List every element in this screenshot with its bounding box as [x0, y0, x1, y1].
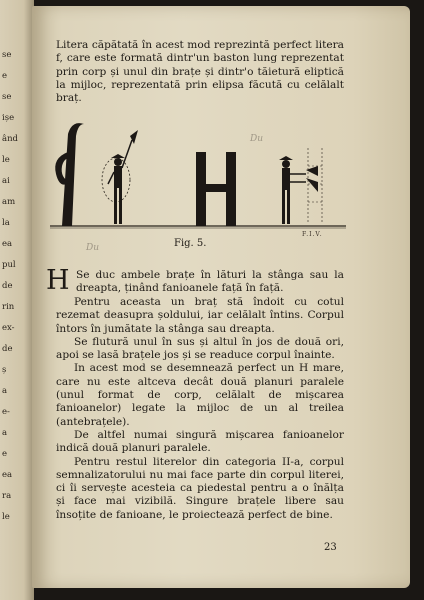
body-paragraph: De altfel numai singură mișcarea fanioanelor indică două planuri paralele.: [56, 428, 344, 455]
letter-h-glyph: [196, 152, 236, 226]
facing-page-fragment: ea: [2, 470, 13, 480]
facing-page-fragment: ex-: [2, 323, 15, 333]
facing-page-fragment: le: [2, 155, 10, 165]
book-page: [32, 6, 410, 588]
facing-page-fragment: le: [2, 512, 10, 522]
figure-caption: Fig. 5.: [174, 238, 207, 249]
letter-f-glyph: [62, 123, 84, 226]
body-paragraph: In acest mod se desemnează perfect un H mare, care nu este altceva decât două planuri paralele (unul format de corp, celălalt de mișcarea fanioanelor) legate la mijloc de un al treilea (antebrațele).: [56, 362, 344, 428]
figure-5-illustration: [46, 118, 350, 246]
facing-page-fragment: la: [2, 218, 10, 228]
facing-page-fragment: pul: [2, 260, 16, 270]
facing-page-fragment: a: [2, 428, 8, 438]
facing-page-fragment: ra: [2, 491, 12, 501]
facing-page-fragment: ișe: [2, 113, 15, 123]
h-paragraph-opening: Se duc ambele brațe în lături la stânga sau la dreapta, ținând fanioanele față în față.: [76, 269, 344, 295]
page-number: 23: [324, 542, 337, 553]
body-paragraphs: [56, 296, 344, 522]
drop-cap: H: [46, 265, 70, 296]
facing-page-fragment: am: [2, 197, 16, 207]
facing-page-fragment: e-: [2, 407, 10, 417]
pencil-annotation: Du: [86, 243, 100, 253]
intro-paragraph: Litera căpătată în acest mod reprezintă perfect litera f, care este formată dintr'un baston lung reprezentat prin corp și unul din brațe și dintr'o tăietură eliptică la mijloc, reprezentată prin elipsa făcută cu celălalt braț.: [56, 39, 344, 105]
signaller-figure-f: [108, 130, 138, 224]
facing-page-fragment: e: [2, 71, 8, 81]
facing-page-fragment: ai: [2, 176, 10, 186]
facing-page-fragment: ș: [2, 365, 7, 375]
figure-signature: F.I.V.: [302, 231, 323, 238]
facing-page-fragment: ând: [2, 134, 18, 144]
facing-page-fragment: rin: [2, 302, 15, 312]
body-paragraph: Pentru aceasta un braț stă îndoit cu cotul rezemat deasupra șoldului, iar celălalt întins. Corpul întors în jumătate la stânga sau dreapta.: [56, 296, 344, 335]
body-paragraph: Se flutură unul în sus și altul în jos de două ori, apoi se lasă brațele jos și se readuce corpul înainte.: [56, 335, 344, 362]
facing-page-fragment: a: [2, 386, 8, 396]
pencil-annotation: Du: [250, 134, 264, 144]
facing-page-fragment: se: [2, 92, 12, 102]
facing-page-fragment: de: [2, 281, 13, 291]
facing-page-fragment: ea: [2, 239, 13, 249]
facing-page-fragment: se: [2, 50, 12, 60]
body-paragraph: Pentru restul literelor din categoria II-a, corpul semnalizatorului nu mai face parte din corpul literei, ci îi servește acesteia ca piedestal pentru a o înălța și face mai vizibilă. Singure brațele libere sau însoțite de fanioane, le proiectează perfect de bine.: [56, 455, 344, 521]
facing-page-fragment: e: [2, 449, 8, 459]
facing-page-fragment: de: [2, 344, 13, 354]
facing-page-edge: [0, 0, 34, 600]
